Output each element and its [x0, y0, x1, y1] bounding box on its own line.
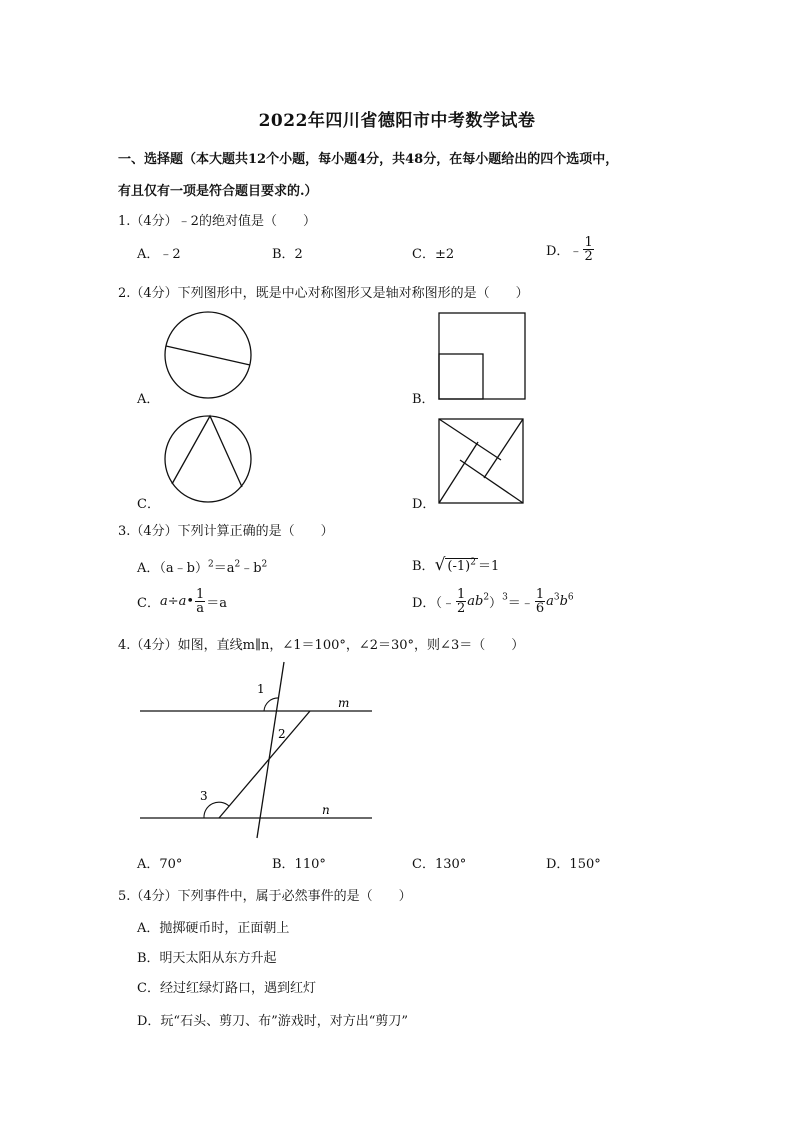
- q3-c-label: C．: [137, 596, 160, 611]
- fraction-numerator: 1: [456, 587, 466, 602]
- q2-option-d: D．: [412, 497, 436, 512]
- q2-figure-a-circle-chord: [164, 311, 254, 401]
- q2-option-c: C．: [137, 497, 160, 512]
- q3-a-exp3: 2: [261, 559, 268, 570]
- q1-option-d: [546, 236, 595, 263]
- fraction-numerator: 1: [584, 235, 593, 250]
- q3-option-c: [137, 588, 227, 615]
- q5-option-b: B．明天太阳从东方升起: [137, 951, 277, 966]
- q1-option-d-prefix: D．﹣: [546, 244, 583, 259]
- fraction-denominator: 2: [584, 249, 593, 264]
- angle-label-3: 3: [200, 789, 208, 803]
- q1-stem: 1.（4分）﹣2的绝对值是（ ）: [118, 214, 316, 229]
- q3-d-close: ）: [489, 596, 503, 611]
- q2-stem: 2.（4分）下列图形中，既是中心对称图形又是轴对称图形的是（ ）: [118, 286, 529, 301]
- q4-figure-parallel-lines: [138, 660, 378, 840]
- q4-option-b: B．110°: [272, 857, 326, 872]
- q4-option-d: D．150°: [546, 857, 601, 872]
- q3-c-fraction: [195, 588, 205, 615]
- q2-option-b: B．: [412, 392, 435, 407]
- q4-option-c: C．130°: [412, 857, 467, 872]
- q3-d-fraction-1: [456, 588, 466, 615]
- q2-figure-d-square-pinwheel: [438, 418, 528, 508]
- q3-stem: 3.（4分）下列计算正确的是（ ）: [118, 524, 334, 539]
- q1-option-c: C．±2: [412, 247, 455, 262]
- q3-a-exp1: 2: [207, 559, 214, 570]
- q3-d-exp3: 3: [553, 592, 560, 603]
- section-heading-line2: 有且仅有一项是符合题目要求的.）: [118, 184, 318, 199]
- q3-c-result: ＝a: [206, 596, 228, 611]
- q1-option-d-fraction: [583, 236, 593, 263]
- line-label-n: n: [322, 803, 330, 817]
- q2-figure-c-circle-triangle: [164, 414, 254, 506]
- q3-d-eq: ＝﹣: [507, 596, 534, 611]
- section-heading-line1: 一、选择题（本大题共12个小题，每小题4分，共48分，在每小题给出的四个选项中，: [118, 152, 619, 167]
- page-title: 2022年四川省德阳市中考数学试卷: [258, 111, 536, 131]
- angle-label-2: 2: [278, 727, 286, 741]
- q3-a-eq: ＝a: [213, 561, 235, 576]
- sqrt-icon: √: [434, 555, 446, 575]
- fraction-denominator: 6: [535, 601, 545, 616]
- q3-a-base: （a﹣b）: [159, 561, 208, 576]
- q4-stem: 4.（4分）如图，直线m∥n，∠1＝100°，∠2＝30°，则∠3＝（ ）: [118, 638, 525, 653]
- q3-d-a: a: [546, 594, 554, 609]
- q3-d-exp2: 3: [502, 592, 508, 603]
- q5-option-c: C．经过红绿灯路口，遇到红灯: [137, 981, 316, 996]
- q3-c-expr: a÷a•: [159, 594, 195, 609]
- q3-a-label: A．: [137, 561, 160, 576]
- q3-d-ab: ab: [467, 594, 484, 609]
- q3-a-minus-b: ﹣b: [240, 561, 262, 576]
- q4-option-a: A．70°: [137, 857, 183, 872]
- angle-label-1: 1: [257, 682, 265, 696]
- q3-b-label: B．: [412, 559, 435, 574]
- q2-option-a: A．: [137, 392, 160, 407]
- q3-b-radicand: [445, 558, 478, 574]
- q3-d-label: D．: [412, 596, 436, 611]
- q5-stem: 5.（4分）下列事件中，属于必然事件的是（ ）: [118, 889, 412, 904]
- q3-d-exp1: 2: [483, 592, 490, 603]
- q3-option-d: [412, 588, 574, 615]
- fraction-denominator: 2: [456, 601, 466, 616]
- q3-d-exp4: 6: [567, 592, 574, 603]
- q1-option-a: A．﹣2: [137, 247, 181, 262]
- q3-b-rad-base: (-1): [447, 559, 471, 574]
- q3-d-open: （﹣: [435, 596, 455, 611]
- fraction-numerator: 1: [196, 587, 205, 602]
- q3-a-exp2: 2: [234, 559, 241, 570]
- q3-b-eq: ＝1: [477, 559, 500, 574]
- q3-option-b: [412, 555, 499, 575]
- q1-option-b: B．2: [272, 247, 303, 262]
- q2-figure-b-square-nested: [438, 312, 528, 402]
- fraction-denominator: a: [196, 601, 205, 616]
- line-label-m: m: [338, 696, 350, 710]
- q3-d-b: b: [559, 594, 568, 609]
- q5-option-a: A．抛掷硬币时，正面朝上: [137, 921, 290, 936]
- slanted-line: [219, 711, 310, 818]
- fraction-numerator: 1: [535, 587, 545, 602]
- q3-b-rad-exp: 2: [470, 557, 476, 568]
- q3-d-fraction-2: [535, 588, 545, 615]
- q3-option-a: [137, 557, 267, 576]
- q5-option-d: D．玩“石头、剪刀、布”游戏时，对方出“剪刀”: [137, 1014, 409, 1029]
